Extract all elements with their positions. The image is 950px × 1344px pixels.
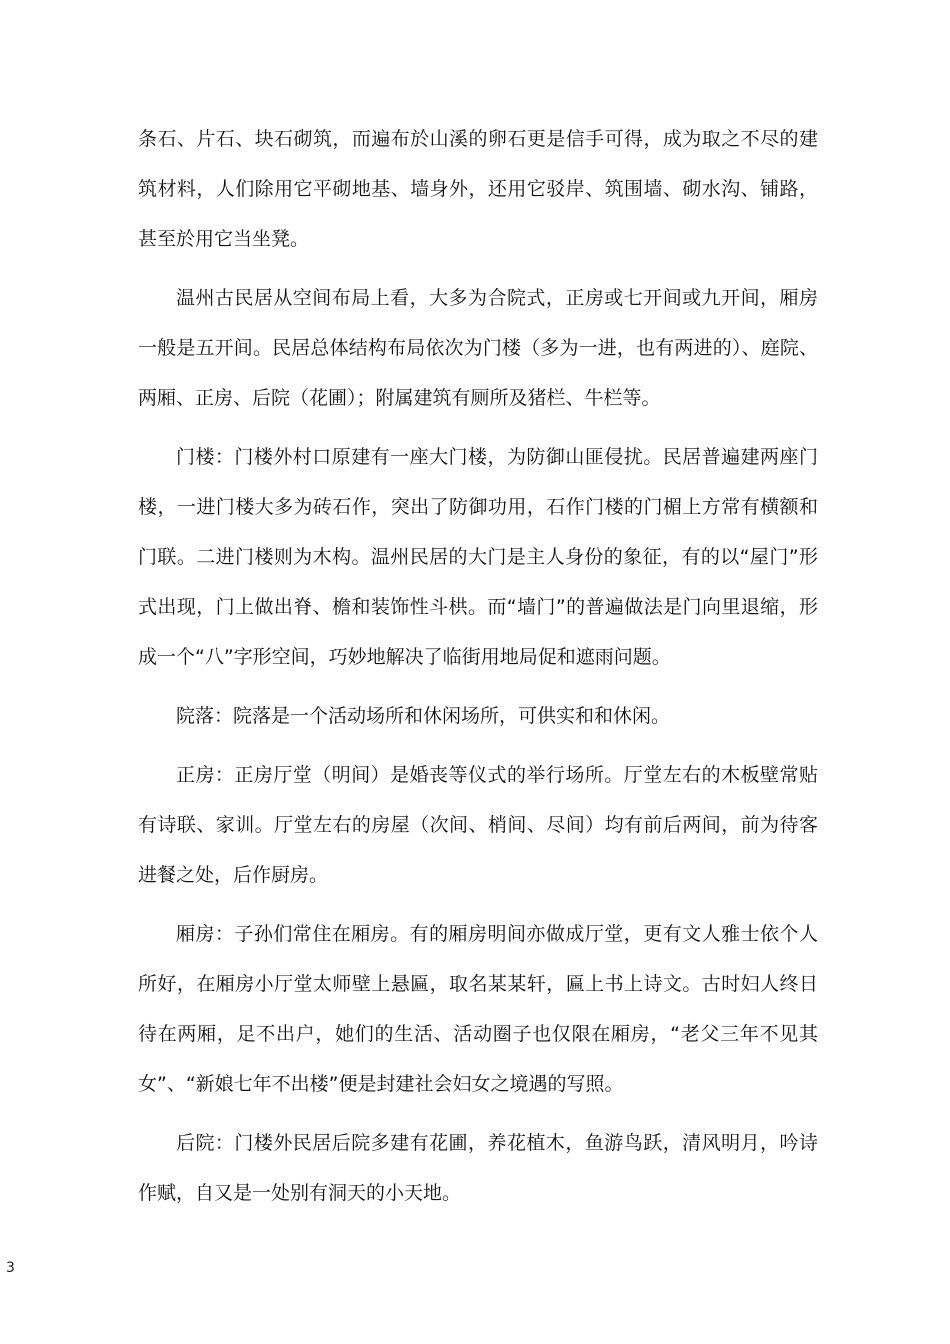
paragraph-5: 正房：正房厅堂（明间）是婚丧等仪式的举行场所。厅堂左右的木板壁常贴有诗联、家训。厅堂左右的房屋（次间、梢间、尽间）均有前后两间，前为待客进餐之处，后作厨房。 <box>138 764 818 886</box>
body-text <box>138 114 818 1227</box>
paragraph-6: 厢房：子孙们常住在厢房。有的厢房明间亦做成厅堂，更有文人雅士依个人所好，在厢房小厅堂太师壁上悬匾，取名某某轩，匾上书上诗文。古时妇人终日待在两厢，足不出户，她们的生活、活动圈子也仅限在厢房，“老父三年不见其女”、“新娘七年不出楼”便是封建社会妇女之境遇的写照。 <box>138 923 818 1095</box>
page-number: 3 <box>6 1260 15 1276</box>
paragraph-1: 条石、片石、块石砌筑，而遍布於山溪的卵石更是信手可得，成为取之不尽的建筑材料，人们除用它平砌地基、墙身外，还用它驳岸、筑围墙、砌水沟、铺路，甚至於用它当坐凳。 <box>138 128 818 250</box>
paragraph-3: 门楼：门楼外村口原建有一座大门楼，为防御山匪侵扰。民居普遍建两座门楼，一进门楼大多为砖石作，突出了防御功用，石作门楼的门楣上方常有横额和门联。二进门楼则为木构。温州民居的大门是主人身份的象征，有的以“屋门”形式出现，门上做出脊、檐和装饰性斗栱。而“墙门”的普遍做法是门向里退缩，形成一个“八”字形空间，巧妙地解决了临街用地局促和遮雨问题。 <box>138 446 818 668</box>
paragraph-7: 后院：门楼外民居后院多建有花圃，养花植木，鱼游鸟跃，清风明月，吟诗作赋，自又是一处别有洞天的小天地。 <box>138 1132 818 1204</box>
paragraph-4: 院落：院落是一个活动场所和休闲场所，可供实和和休闲。 <box>176 705 671 727</box>
paragraph-2: 温州古民居从空间布局上看，大多为合院式，正房或七开间或九开间，厢房一般是五开间。民居总体结构布局依次为门楼（多为一进，也有两进的）、庭院、两厢、正房、后院（花圃）；附属建筑有厕所及猪栏、牛栏等。 <box>138 287 818 409</box>
